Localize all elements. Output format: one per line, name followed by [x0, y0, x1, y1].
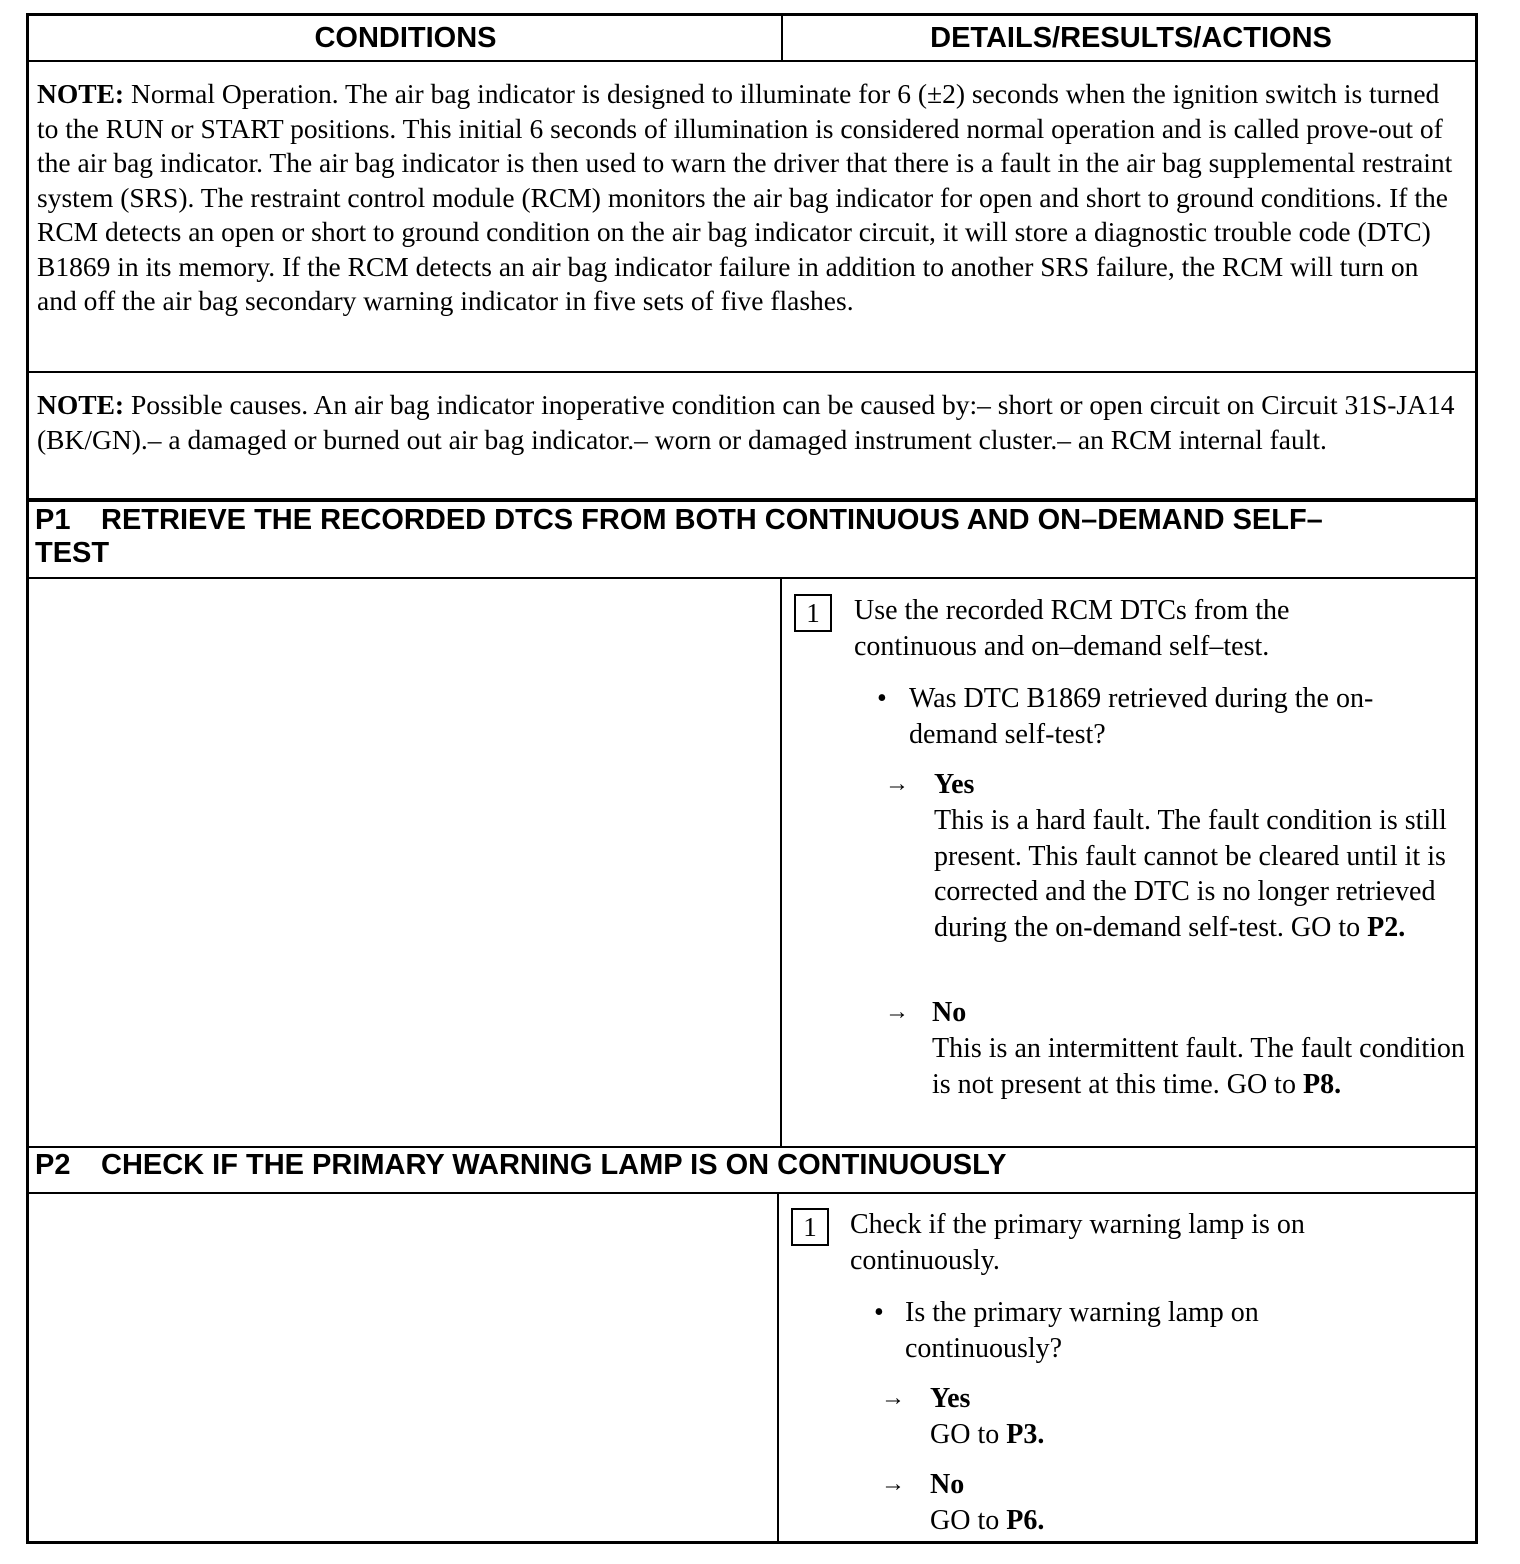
p1-no-body: This is an intermittent fault. The fault condition is not present at this time. GO to	[932, 1033, 1465, 1100]
p1-title-rule	[29, 577, 1475, 579]
note-normal-operation	[37, 77, 1459, 319]
p2-yes-goto: P3.	[1006, 1419, 1045, 1450]
p2-no-label: No	[930, 1469, 965, 1500]
p1-rule	[29, 1146, 1475, 1148]
p1-yes-label: Yes	[934, 769, 975, 800]
note-text: Normal Operation. The air bag indicator is designed to illuminate for 6 (±2) seconds when the ignition switch is turned to the RUN or START positions. This initial 6 seconds of illumination is considered normal operation and is called prove-out of the air bag indicator. The air bag indicator is then used to warn the driver that there is a fault in the air bag supplemental restraint system (SRS). The restraint control module (RCM) monitors the air bag indicator for open and short to ground conditions. If the RCM detects an open or short to ground condition on the air bag indicator circuit, it will store a diagnostic trouble code (DTC) B1869 in its memory. If the RCM detects an air bag indicator failure in addition to another SRS failure, the RCM will turn on and off the air bag secondary warning indicator in five sets of five flashes.	[37, 78, 1453, 316]
p2-yes-label: Yes	[930, 1383, 971, 1414]
p1-no-goto: P8.	[1302, 1068, 1342, 1100]
p2-yes-body: GO to	[930, 1419, 1007, 1450]
table-header	[29, 16, 1475, 60]
note-text: Possible causes. An air bag indicator inoperative condition can be caused by:– short or open circuit on Circuit 31S-JA14 (BK/GN).– a damaged or burned out air bag indicator.– worn or damaged instrument cluster.– an RCM internal fault.	[37, 389, 1455, 455]
note-possible-causes	[37, 388, 1459, 457]
p1-step-text: Use the recorded RCM DTCs from the continuous and on–demand self–test.	[854, 595, 1290, 662]
p2-no-goto: P6.	[1006, 1505, 1045, 1536]
note2-rule	[29, 498, 1475, 502]
header-rule	[29, 60, 1475, 62]
note1-rule	[29, 371, 1475, 373]
p1-step-number: 1	[794, 594, 832, 632]
conditions-header: CONDITIONS	[314, 22, 497, 54]
p2-step-text: Check if the primary warning lamp is on continuously.	[850, 1209, 1305, 1276]
p1-title	[35, 504, 1395, 570]
p1-question: Was DTC B1869 retrieved during the on-demand self-test?	[909, 683, 1374, 750]
arrow-right-icon: →	[881, 1385, 905, 1411]
arrow-right-icon: →	[881, 1471, 905, 1497]
note-label: NOTE:	[37, 389, 125, 420]
p2-title	[35, 1149, 1395, 1182]
p1-no-text	[932, 1031, 1467, 1102]
p1-no-label: No	[932, 997, 967, 1028]
arrow-right-icon: →	[885, 771, 909, 797]
diagnostic-table	[26, 13, 1478, 1544]
details-header: DETAILS/RESULTS/ACTIONS	[930, 22, 1332, 54]
p1-id: P1	[35, 504, 71, 536]
p2-id: P2	[35, 1149, 71, 1181]
p1-yes-text	[934, 803, 1454, 945]
p2-title-rule	[29, 1192, 1475, 1194]
p2-no-text	[930, 1503, 1330, 1539]
p2-yes-text	[930, 1417, 1330, 1453]
note-label: NOTE:	[37, 78, 125, 109]
p1-divider	[780, 577, 782, 1147]
p1-yes-goto: P2.	[1367, 911, 1406, 943]
p2-step-number: 1	[791, 1208, 829, 1246]
p2-divider	[777, 1192, 779, 1544]
header-divider	[781, 16, 783, 60]
p1-title-text: RETRIEVE THE RECORDED DTCS FROM BOTH CONTINUOUS AND ON–DEMAND SELF–TEST	[35, 504, 1323, 569]
bullet-icon: •	[874, 1297, 884, 1328]
bullet-icon: •	[877, 683, 887, 714]
p2-title-text: CHECK IF THE PRIMARY WARNING LAMP IS ON CONTINUOUSLY	[101, 1149, 1007, 1181]
arrow-right-icon: →	[885, 999, 909, 1025]
p1-yes-body: This is a hard fault. The fault condition is still present. This fault cannot be cleared until it is corrected and the DTC is no longer retrieved during the on-demand self-test. GO to	[934, 805, 1447, 943]
p2-question: Is the primary warning lamp on continuously?	[905, 1297, 1259, 1364]
p2-no-body: GO to	[930, 1505, 1007, 1536]
